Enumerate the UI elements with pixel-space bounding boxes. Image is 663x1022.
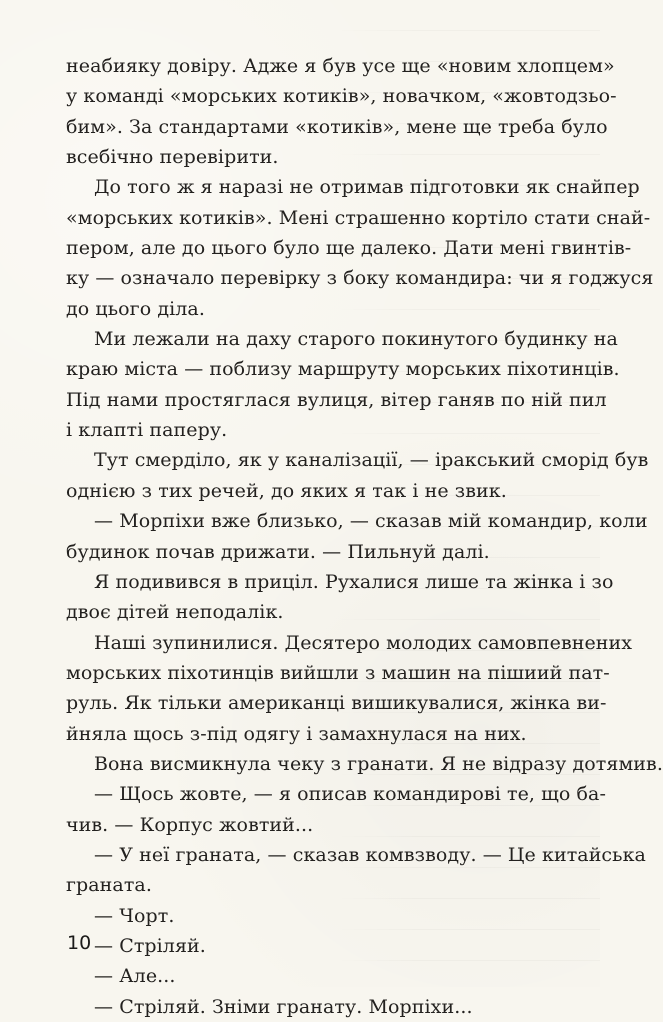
text-line: — Але... <box>94 965 176 988</box>
text-line: граната. <box>66 874 152 897</box>
text-line: — Морпіхи вже близько, — сказав мій командир, коли <box>94 510 648 533</box>
text-line: руль. Як тільки американці вишикувалися, жінка ви- <box>66 692 607 715</box>
text-line: будинок почав дрижати. — Пильнуй далі. <box>66 540 490 563</box>
text-line: бим». За стандартами «котиків», мене ще треба було <box>66 115 608 138</box>
text-line: Вона висмикнула чеку з гранати. Я не відразу дотямив. <box>94 752 663 775</box>
text-line: морських піхотинців вийшли з машин на пішиий пат- <box>66 661 610 684</box>
text-line: Наші зупинилися. Десятеро молодих самовпевнених <box>94 631 633 654</box>
page-number: 10 <box>67 932 92 954</box>
text-line: двоє дітей неподалік. <box>66 601 284 624</box>
text-line: ку — означало перевірку з боку командира: чи я годжуся <box>66 267 654 290</box>
text-line: — Чорт. <box>94 904 175 927</box>
body-text <box>66 51 663 1022</box>
text-line: Під нами простяглася вулиця, вітер ганяв по ній пил <box>66 388 607 411</box>
text-line: — У неї граната, — сказав комвзводу. — Це китайська <box>94 843 646 866</box>
text-line: чив. — Корпус жовтий... <box>66 813 314 836</box>
text-line: до цього діла. <box>66 297 205 320</box>
text-line: — Щось жовте, — я описав командирові те, що ба- <box>94 783 606 806</box>
text-line: і клапті паперу. <box>66 419 228 442</box>
text-line: всебічно перевірити. <box>66 146 279 169</box>
text-line: пером, але до цього було ще далеко. Дати мені гвинтів- <box>66 237 632 260</box>
text-line: Ми лежали на даху старого покинутого будинку на <box>94 328 618 351</box>
text-line: йняла щось з-під одягу і замахнулася на них. <box>66 722 527 745</box>
text-line: «морських котиків». Мені страшенно кортіло стати снай- <box>66 206 651 229</box>
text-line: Я подивився в приціл. Рухалися лише та жінка і зо <box>94 570 614 593</box>
text-line: — Стріляй. Зніми гранату. Морпіхи... <box>94 995 473 1018</box>
text-line: у команді «морських котиків», новачком, «жовтодзьо- <box>66 85 617 108</box>
text-line: однією з тих речей, до яких я так і не звик. <box>66 479 507 502</box>
text-line: До того ж я наразі не отримав підготовки як снайпер <box>94 176 640 199</box>
text-line: неабияку довіру. Адже я був усе ще «новим хлопцем» <box>66 55 615 77</box>
text-line: — Стріляй. <box>94 934 206 957</box>
text-line: краю міста — поблизу маршруту морських піхотинців. <box>66 358 620 381</box>
text-line: Тут смерділо, як у каналізації, — іракський сморід був <box>94 449 649 472</box>
